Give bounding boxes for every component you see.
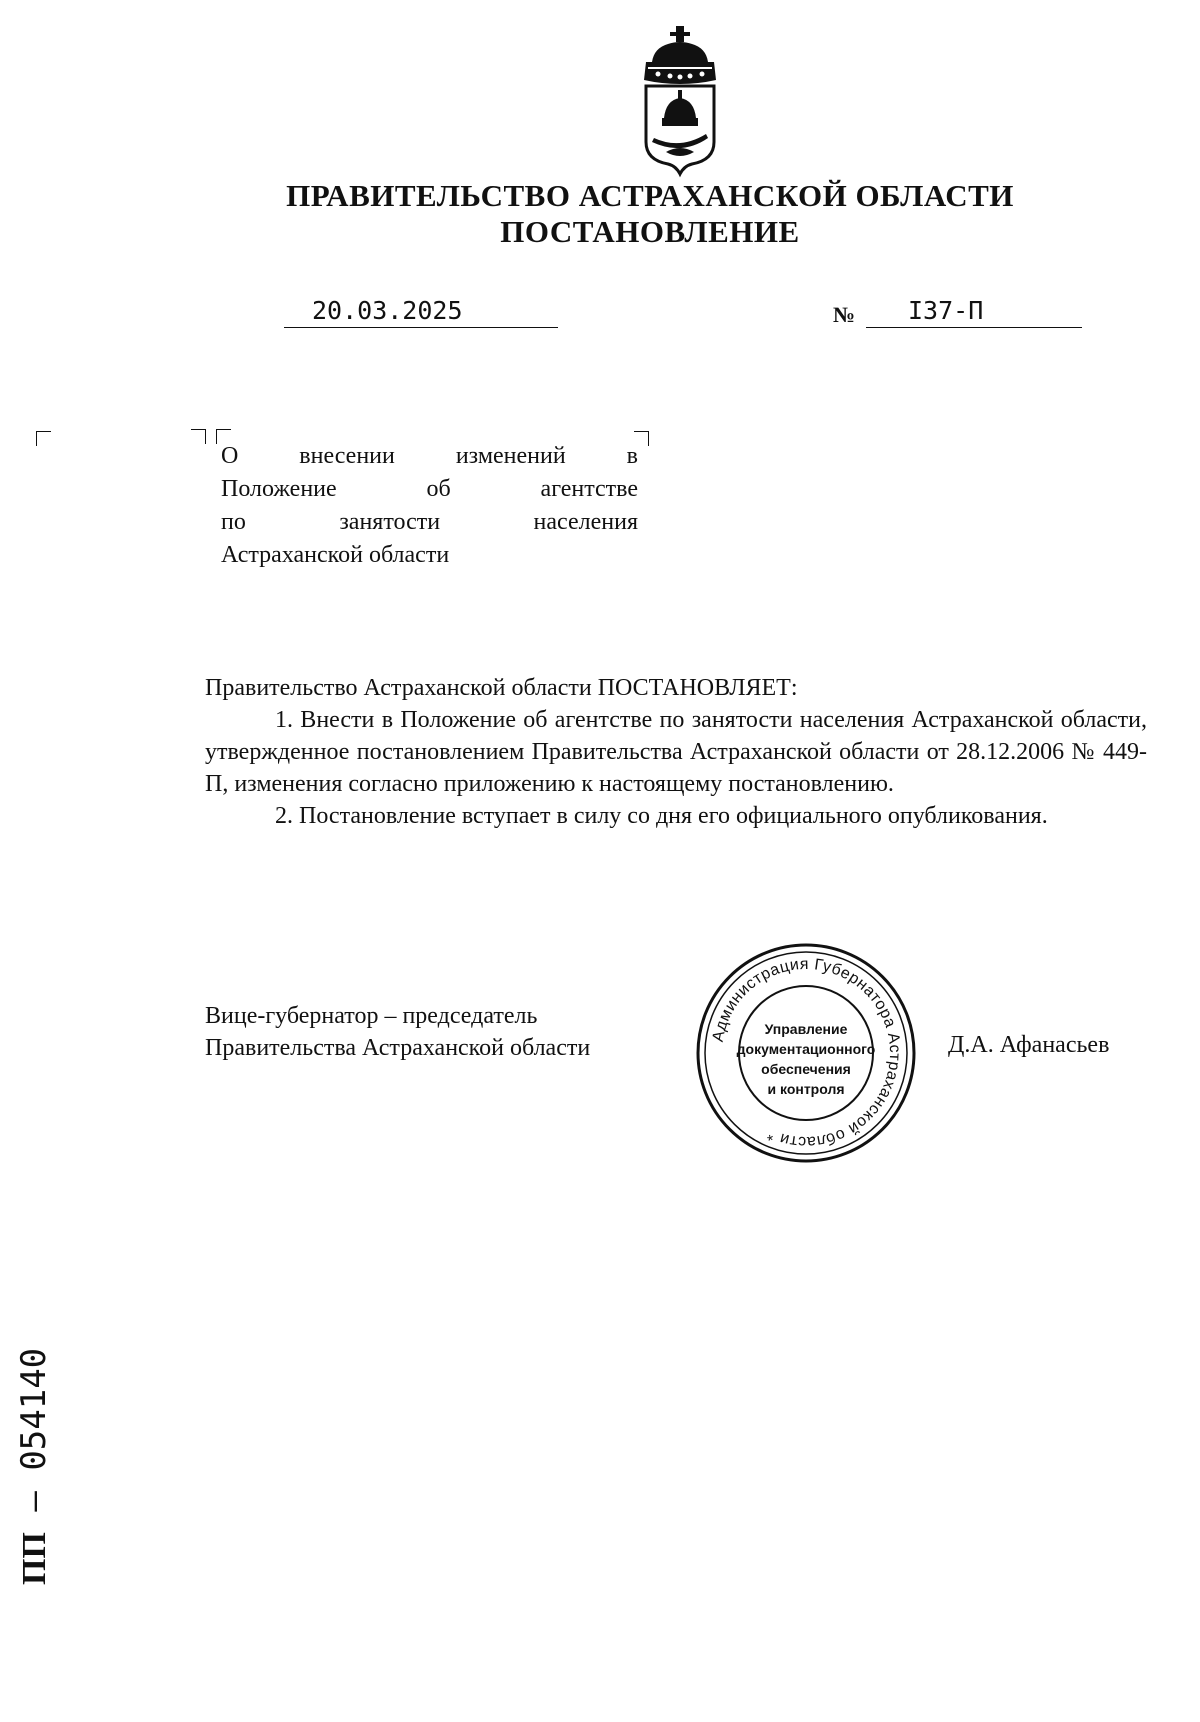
number-sign: № <box>833 302 856 327</box>
preamble: Правительство Астраханской области ПОСТАНОВЛЯЕТ: <box>205 675 798 701</box>
document-type-title: ПОСТАНОВЛЕНИЕ <box>500 214 800 249</box>
document-serial-code: ПП – 054140 <box>14 1347 54 1585</box>
subject-line: О внесении изменений в <box>221 443 638 469</box>
position-line: Вице-губернатор – председатель <box>205 1003 538 1029</box>
document-number: I37-П <box>866 296 1082 328</box>
document-date: 20.03.2025 <box>284 296 558 328</box>
item-1: 1. Внести в Положение об агентстве по занятости населения Астраханской области, утвержденное постановлением Правительства Астраханской области от 28.12.2006 № 449-П, изменения согласно приложению к настоящему постановлению. <box>205 707 1147 797</box>
svg-text:и контроля: и контроля <box>767 1081 845 1097</box>
subject-bracket-corner <box>191 429 206 444</box>
document-subject <box>221 440 638 572</box>
subject-line: Положение об агентстве <box>221 476 638 502</box>
svg-text:документационного: документационного <box>736 1041 876 1057</box>
official-stamp <box>693 940 919 1166</box>
svg-text:обеспечения: обеспечения <box>761 1061 851 1077</box>
serial-number: 054140 <box>14 1347 54 1471</box>
astrakhan-coat-of-arms-icon <box>632 22 728 182</box>
position-line: Правительства Астраханской области <box>205 1035 591 1061</box>
item-2: 2. Постановление вступает в силу со дня его официального опубликования. <box>275 803 1048 829</box>
subject-line: по занятости населения <box>221 509 638 535</box>
margin-corner-mark <box>36 431 51 446</box>
document-body <box>205 672 1147 832</box>
signatory-name: Д.А. Афанасьев <box>948 1032 1110 1058</box>
signatory-position <box>205 1000 590 1064</box>
subject-line: Астраханской области <box>221 542 450 568</box>
organization-title: ПРАВИТЕЛЬСТВО АСТРАХАНСКОЙ ОБЛАСТИ <box>286 178 1014 213</box>
svg-text:Администрация Губернатора Астр: Администрация Губернатора Астраханской области * <box>709 955 904 1151</box>
serial-prefix: ПП <box>16 1532 53 1585</box>
svg-text:Управление: Управление <box>764 1021 848 1037</box>
